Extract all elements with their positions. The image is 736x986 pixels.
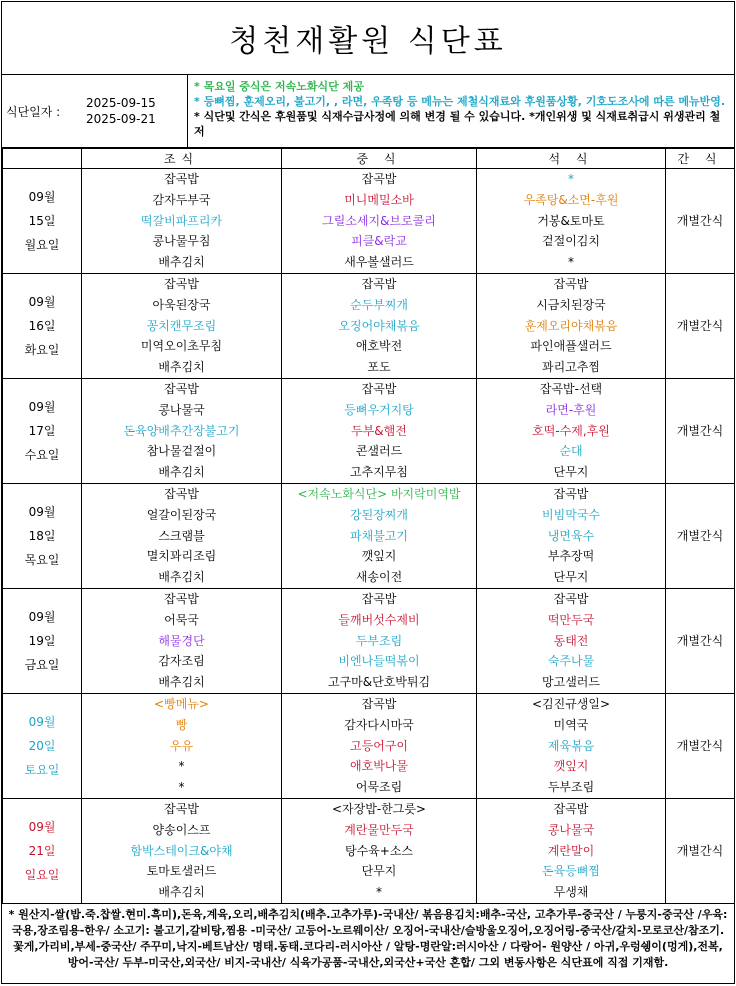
day-label: 토요일: [24, 762, 60, 777]
menu-item: 감자다시마국: [344, 717, 414, 732]
dinner-cell: [477, 483, 666, 588]
page-title: 청천재활원 식단표: [2, 2, 734, 75]
menu-item: 고구마&단호박튀김: [327, 675, 431, 690]
menu-item: 단무지: [553, 570, 589, 585]
menu-item: 배추김치: [158, 570, 205, 585]
day-label: 09월: [28, 609, 56, 624]
snack-cell: 개별간식: [666, 378, 735, 483]
menu-item: 두부조림: [355, 633, 403, 648]
menu-item: 강된장찌개: [350, 507, 408, 522]
menu-sheet: [1, 1, 735, 984]
menu-item: *: [376, 885, 382, 900]
menu-item: 우유: [169, 738, 194, 753]
breakfast-cell: [82, 169, 282, 274]
menu-item: 함박스테이크&야채: [130, 843, 233, 858]
menu-item: 배추김치: [158, 885, 205, 900]
table-row: [3, 378, 735, 483]
day-label: 09월: [28, 819, 56, 834]
menu-item: 고등어구이: [350, 738, 408, 753]
date-label: 식단일자 :: [6, 104, 61, 119]
day-label: 금요일: [24, 657, 60, 672]
menu-item: 파인애플샐러드: [530, 339, 612, 354]
menu-item: 깻잎지: [361, 549, 397, 564]
table-row: [3, 693, 735, 798]
lunch-cell: [282, 273, 477, 378]
menu-item: 냉면육수: [547, 528, 595, 543]
notice-menu-policy: [194, 94, 728, 139]
day-label: 일요일: [24, 867, 60, 882]
menu-item: 잡곡밥: [553, 486, 589, 501]
dinner-cell: [477, 588, 666, 693]
info-row: [2, 75, 734, 148]
menu-item: 빵: [175, 717, 188, 732]
breakfast-cell: [82, 378, 282, 483]
lunch-cell: [282, 378, 477, 483]
snack-cell: 개별간식: [666, 693, 735, 798]
menu-item: 계란말이: [547, 843, 595, 858]
day-cell: [3, 273, 82, 378]
day-label: 17일: [28, 423, 56, 438]
lunch-cell: [282, 798, 477, 903]
date-to: 2025-09-21: [86, 112, 156, 126]
menu-item: 오징어야채볶음: [338, 318, 420, 333]
menu-item: 배추김치: [158, 675, 205, 690]
table-row: [3, 798, 735, 903]
menu-item: 그릴소세지&브로콜리: [322, 213, 436, 228]
day-label: 16일: [28, 318, 56, 333]
header-snack: 간 식: [666, 149, 735, 169]
menu-item: 새우볼샐러드: [344, 255, 414, 270]
menu-item: 들깨버섯수제비: [338, 612, 420, 627]
menu-item: <자장밥-한그릇>: [332, 801, 426, 816]
notice-thursday: * 목요일 중식은 저속노화식단 제공: [194, 80, 364, 93]
menu-item: 잡곡밥: [361, 381, 397, 396]
day-cell: [3, 483, 82, 588]
day-label: 09월: [28, 504, 56, 519]
menu-item: <빵메뉴>: [154, 696, 209, 711]
menu-item: *: [568, 255, 574, 270]
notice-hygiene: * 식단및 간식은 후원품및 식재수급사정에 의해 변경 될 수 있습니다. *개인위생 및 식재료취급시 위생관리 철저: [194, 110, 721, 138]
table-row: [3, 169, 735, 274]
menu-item: 겉절이김치: [542, 234, 600, 249]
menu-item: 포도: [367, 360, 391, 375]
menu-item: 잡곡밥: [361, 276, 397, 291]
header-lunch: 중 식: [282, 149, 477, 169]
menu-item: 잡곡밥: [553, 801, 589, 816]
header-dinner: 석 식: [477, 149, 666, 169]
menu-body: [3, 169, 735, 904]
dinner-cell: [477, 693, 666, 798]
menu-item: 단무지: [553, 465, 589, 480]
menu-item: 두부&햄전: [351, 423, 407, 438]
menu-item: 라면-후원: [545, 402, 597, 417]
menu-item: 어묵조림: [355, 780, 403, 795]
day-label: 수요일: [24, 447, 60, 462]
menu-item: 잡곡밥: [164, 172, 199, 186]
menu-item: 미니메밀소바: [344, 192, 414, 207]
menu-item: 부추장떡: [547, 549, 595, 564]
menu-item: 계란물만두국: [344, 822, 414, 837]
snack-cell: 개별간식: [666, 483, 735, 588]
header-day: [3, 149, 82, 169]
menu-table: [2, 148, 735, 904]
lunch-cell: [282, 169, 477, 274]
day-cell: [3, 588, 82, 693]
menu-item: <저속노화식단> 바지락미역밥: [297, 486, 461, 501]
menu-item: 잡곡밥: [553, 591, 589, 606]
menu-item: 잡곡밥: [553, 276, 589, 291]
day-cell: [3, 693, 82, 798]
menu-item: 등뼈우거지탕: [344, 402, 414, 417]
menu-item: 새송이전: [355, 570, 403, 585]
snack-cell: 개별간식: [666, 273, 735, 378]
menu-item: 시금치된장국: [536, 297, 606, 312]
menu-item: 잡곡밥: [164, 381, 199, 396]
menu-item: 배추김치: [158, 360, 205, 375]
dinner-cell: [477, 273, 666, 378]
menu-item: 꽈리고추찜: [542, 360, 600, 375]
menu-item: 탕수육+소스: [344, 843, 413, 858]
menu-item: 동태전: [553, 633, 589, 648]
menu-item: *: [178, 759, 185, 774]
menu-item: 파채불고기: [350, 528, 408, 543]
menu-item: 잡곡밥: [164, 591, 199, 606]
menu-item: 망고샐러드: [542, 675, 600, 690]
day-label: 21일: [28, 843, 56, 858]
menu-item: 숙주나물: [547, 654, 595, 669]
table-row: [3, 483, 735, 588]
menu-item: 두부조림: [547, 780, 595, 795]
menu-item: 호떡-수제,후원: [532, 423, 610, 438]
menu-item: 감자두부국: [152, 192, 211, 207]
menu-item: *: [178, 780, 185, 795]
breakfast-cell: [82, 693, 282, 798]
menu-item: 잡곡밥: [164, 801, 199, 816]
menu-item: 떡만두국: [547, 612, 595, 627]
menu-item: 잡곡밥: [164, 276, 199, 291]
menu-item: 멸치꽈리조림: [146, 549, 217, 564]
menu-item: 스크램블: [158, 528, 205, 543]
day-label: 18일: [28, 528, 56, 543]
menu-item: 콩나물국: [158, 402, 205, 417]
menu-item: 잡곡밥: [361, 696, 397, 711]
menu-item: 돈육등뼈찜: [542, 864, 600, 879]
date-range: [86, 95, 156, 127]
day-label: 목요일: [24, 552, 60, 567]
day-label: 15일: [28, 213, 56, 228]
day-label: 09월: [28, 189, 56, 204]
menu-item: 피클&락교: [351, 234, 407, 249]
menu-item: 잡곡밥: [164, 486, 199, 501]
menu-item: <김진규생일>: [531, 696, 611, 711]
table-row: [3, 273, 735, 378]
menu-item: 순두부찌개: [350, 297, 408, 312]
menu-item: 어묵국: [164, 612, 199, 627]
day-cell: [3, 169, 82, 274]
menu-item: 양송이스프: [152, 822, 211, 837]
date-from: 2025-09-15: [86, 96, 156, 110]
menu-item: 애호박전: [355, 339, 403, 354]
menu-item: 꽁치캔무조림: [146, 318, 217, 333]
menu-item: 얼갈이된장국: [146, 507, 217, 522]
menu-item: 무생채: [553, 885, 589, 900]
menu-item: 잡곡밥: [361, 172, 397, 186]
lunch-cell: [282, 693, 477, 798]
menu-item: 돈육양배추간장불고기: [123, 423, 240, 438]
day-cell: [3, 798, 82, 903]
day-label: 09월: [28, 294, 56, 309]
dinner-cell: [477, 378, 666, 483]
menu-item: 콩나물국: [547, 822, 595, 837]
day-label: 20일: [28, 738, 56, 753]
origin-footer: * 원산지-쌀(밥.죽.찹쌀.현미.흑미),돈육,계육,오리,배추김치(배추.고추가루)-국내산/ 볶음용김치:배추-국산, 고추가루-중국산 / 누룽지-중국산 /우육:국용,장조림용-한우/ 소고기: 불고기,갈비탕,찜용 -미국산/ 고등어-노르웨이산/ 오징어-국내산/슬방울오징어,오징어링-중국산/갈치-모로코산/참조기.꽃게,가리비,부세-중국산/ 주꾸미,낙지-베트남산/ 명태.동태.코다리-러시아산 / 알탕-명란알:러시아산 / 다랑어- 원양산 / 아귀,우렁쉥이(멍게),전복,방어-국산/ 두부-미국산,외국산/ 비지-국내산/ 식육가공품-국내산,외국산+국산 혼합/ 그외 변동사항은 식단표에 직접 기재함.: [8, 907, 728, 969]
dinner-cell: [477, 798, 666, 903]
menu-item: 순대: [559, 444, 583, 459]
header-breakfast: 조식: [82, 149, 282, 169]
menu-item: 콩나물무침: [152, 234, 211, 249]
table-header-row: [3, 149, 735, 169]
menu-item: 토마토샐러드: [146, 864, 217, 879]
menu-item: 거봉&토마토: [537, 213, 605, 228]
day-label: 09월: [28, 399, 56, 414]
menu-item: 비엔나들떡볶이: [338, 654, 420, 669]
menu-item: 단무지: [361, 864, 397, 879]
menu-item: 훈제오리야채볶음: [524, 318, 618, 333]
menu-item: 배추김치: [158, 255, 205, 270]
day-label: 화요일: [24, 342, 60, 357]
menu-item: 감자조림: [158, 654, 205, 669]
breakfast-cell: [82, 798, 282, 903]
day-label: 월요일: [24, 237, 60, 252]
breakfast-cell: [82, 273, 282, 378]
menu-item: 고추지무침: [350, 465, 408, 480]
snack-cell: 개별간식: [666, 169, 735, 274]
breakfast-cell: [82, 483, 282, 588]
breakfast-cell: [82, 588, 282, 693]
menu-item: 미역오이초무침: [140, 339, 223, 354]
menu-item: *: [568, 172, 574, 186]
menu-item: 아욱된장국: [152, 297, 211, 312]
lunch-cell: [282, 483, 477, 588]
menu-item: 잡곡밥-선택: [539, 381, 603, 396]
day-label: 19일: [28, 633, 56, 648]
menu-item: 제육볶음: [547, 738, 595, 753]
menu-item: 배추김치: [158, 465, 205, 480]
table-row: [3, 588, 735, 693]
date-range-block: [2, 75, 188, 147]
snack-cell: 개별간식: [666, 588, 735, 693]
menu-item: 미역국: [553, 717, 589, 732]
menu-item: 해물경단: [158, 633, 205, 648]
notice-menu-policy-text: * 등뼈찜, 훈제오리, 불고기, , 라면, 우족탕 등 메뉴는 제철식재료와 후원품상황, 기호도조사에 따른 메뉴반영.: [194, 95, 726, 108]
dinner-cell: [477, 169, 666, 274]
menu-item: 콘샐러드: [355, 444, 403, 459]
day-cell: [3, 378, 82, 483]
lunch-cell: [282, 588, 477, 693]
day-label: 09월: [28, 714, 56, 729]
menu-item: 참나물겉절이: [146, 444, 217, 459]
menu-item: 우족탕&소면-후원: [523, 192, 619, 207]
snack-cell: 개별간식: [666, 798, 735, 903]
menu-item: 비빔막국수: [542, 507, 600, 522]
menu-item: 애호박나물: [350, 759, 408, 774]
notice-block: [188, 75, 734, 147]
menu-item: 깻잎지: [553, 759, 589, 774]
menu-item: 잡곡밥: [361, 591, 397, 606]
menu-item: 떡갈비파프리카: [140, 213, 223, 228]
